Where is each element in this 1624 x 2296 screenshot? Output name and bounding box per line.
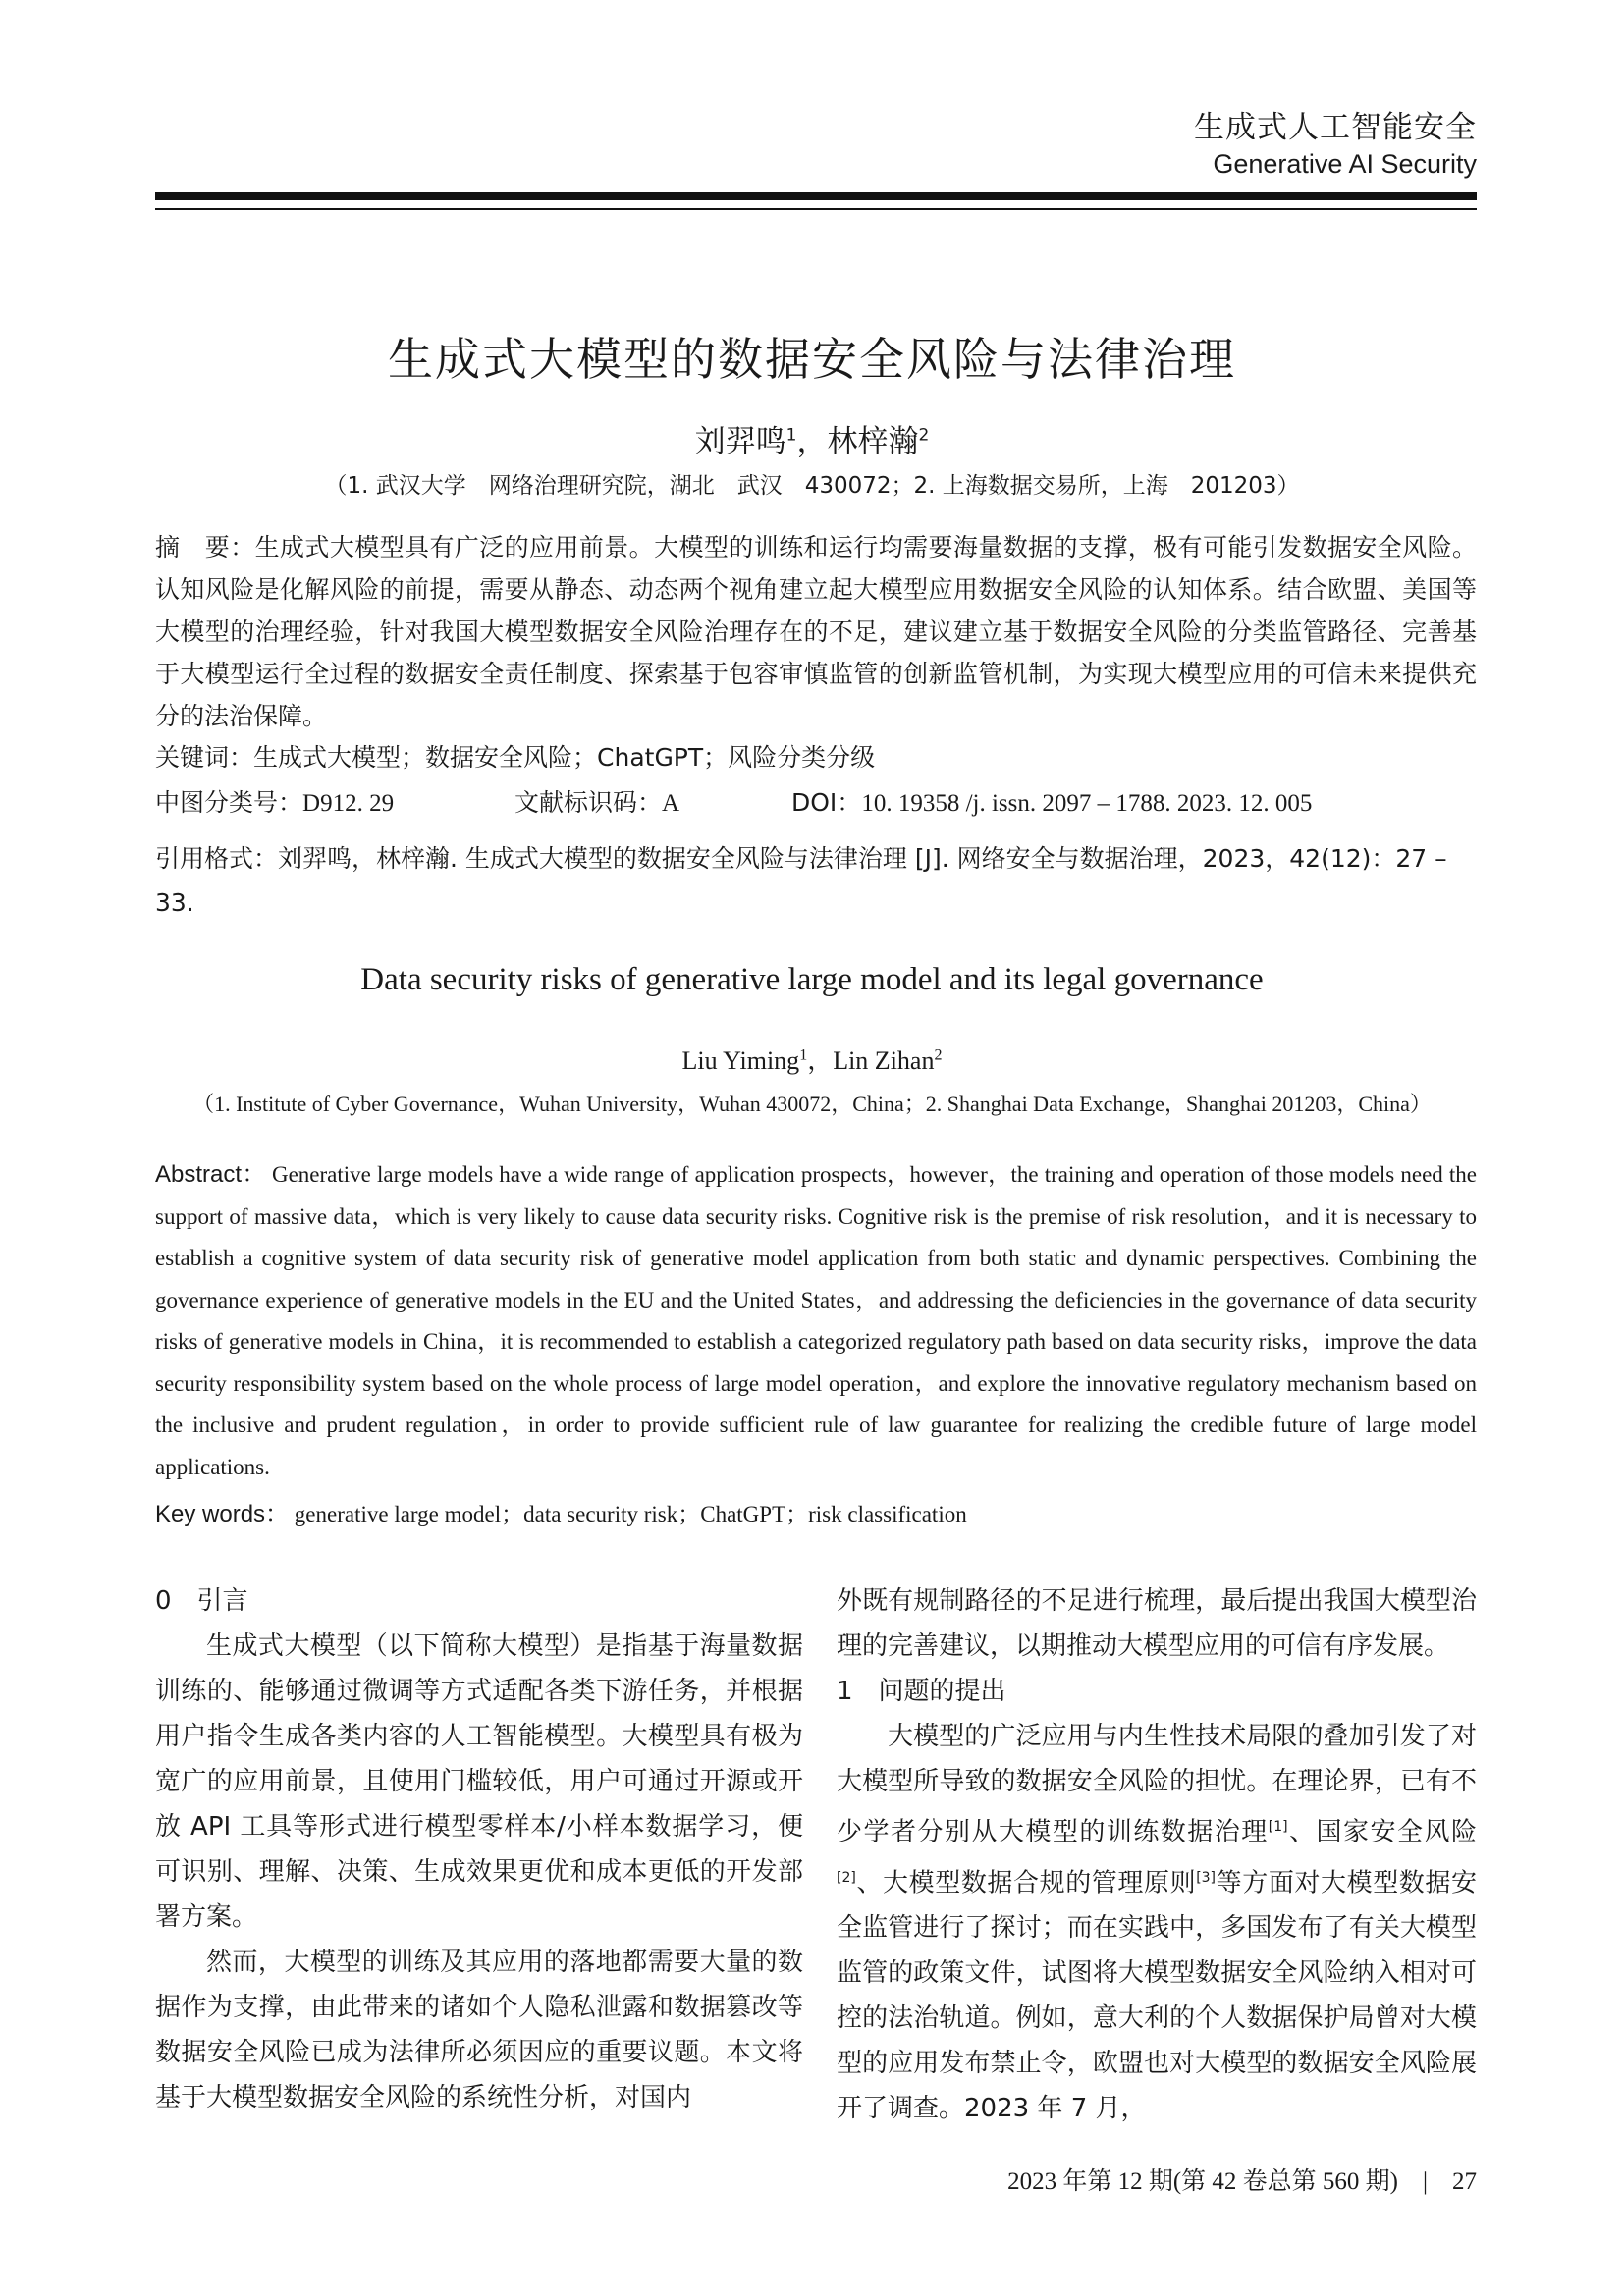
author-1: 刘羿鸣 — [694, 424, 786, 459]
running-header-en: Generative AI Security — [1213, 149, 1477, 179]
keywords-cn — [155, 738, 875, 774]
keywords-en — [155, 1494, 967, 1528]
citation-label: 引用格式： — [155, 844, 279, 873]
section-heading-problem: 1 问题的提出 — [837, 1677, 1006, 1706]
citation-text: 刘羿鸣，林梓瀚. 生成式大模型的数据安全风险与法律治理 [J]. 网络安全与数据治理，2023，42(12)：27 – 33. — [155, 844, 1447, 917]
reference-2[interactable]: [2] — [837, 1869, 856, 1886]
paper-title: 生成式大模型的数据安全风险与法律治理 — [388, 333, 1236, 386]
keywords-cn-text: 生成式大模型；数据安全风险；ChatGPT；风险分类分级 — [253, 743, 876, 772]
body-column-left — [155, 1578, 803, 2120]
abstract-cn-text: 生成式大模型具有广泛的应用前景。大模型的训练和运行均需要海量数据的支撑，极有可能引发数据安全风险。认知风险是化解风险的前提，需要从静态、动态两个视角建立起大模型应用数据安全风险的认知体系。结合欧盟、美国等大模型的治理经验，针对我国大模型数据安全风险治理存在的不足，建议建立基于数据安全风险的分类监管路径、完善基于大模型运行全过程的数据安全责任制度、探索基于包容审慎监管的创新监管机制，为实现大模型应用的可信未来提供充分的法治保障。 — [155, 533, 1477, 730]
body-column-right — [837, 1578, 1477, 2131]
keywords-cn-label: 关键词： — [155, 743, 254, 772]
paragraph-3-text-c: 、大模型数据合规的管理原则 — [855, 1868, 1197, 1898]
author-1-en: Liu Yiming — [681, 1046, 800, 1075]
author-1-affil: 1 — [785, 425, 797, 446]
keywords-en-text: generative large model；data security risk；ChatGPT；risk classification — [294, 1502, 967, 1526]
author-2-en-affil: 2 — [934, 1046, 943, 1064]
abstract-cn-label: 摘 要： — [155, 533, 255, 561]
paragraph-3-text-b: 、国家安全风险 — [1287, 1817, 1477, 1847]
author-separator-en: ， — [807, 1046, 834, 1075]
author-2-en: Lin Zihan — [833, 1046, 935, 1075]
author-2-affil: 2 — [918, 425, 930, 446]
clc-label: 中图分类号： — [155, 788, 303, 817]
paragraph-3-text-a: 大模型的广泛应用与内生性技术局限的叠加引发了对大模型所导致的数据安全风险的担忧。在理论界，已有不少学者分别从大模型的训练数据治理 — [837, 1722, 1477, 1847]
body-paragraph-3 — [837, 1714, 1477, 2131]
clc-code — [155, 783, 394, 819]
author-list-en — [0, 1041, 1624, 1077]
author-separator: ， — [796, 424, 828, 459]
abstract-en-text: Generative large models have a wide range of application prospects，however，the training and operation of those models need the support of massive data，which is very likely to cause data security risks. Cognitive risk is the premise of risk resolution，and it is necessary to establish a cognitive system of data security risk of generative model application from both static and dynamic perspectives. Combining the governance experience of generative models in the EU and the United States，and addressing the deficiencies in the governance of data security risks of generative models in China，it is recommended to establish a categorized regulatory path based on data security risks，improve the data security responsibility system based on the whole process of large model operation，and explore the innovative regulatory mechanism based on the inclusive and prudent regulation，in order to provide sufficient rule of law guarantee for realizing the credible future of large model applications. — [155, 1162, 1478, 1479]
paper-title-en: Data security risks of generative large model and its legal governance — [360, 962, 1264, 997]
author-1-en-affil: 1 — [799, 1046, 808, 1064]
body-paragraph-2-continued: 外既有规制路径的不足进行梳理，最后提出我国大模型治理的完善建议，以期推动大模型应用的可信有序发展。 — [837, 1586, 1477, 1661]
body-paragraph-2: 然而，大模型的训练及其应用的落地都需要大量的数据作为支撑，由此带来的诸如个人隐私泄露和数据篡改等数据安全风险已成为法律所必须因应的重要议题。本文将基于大模型数据安全风险的系统性分析，对国内 — [155, 1948, 803, 2112]
section-heading-intro: 0 引言 — [155, 1586, 248, 1616]
affiliation: （1. 武汉大学 网络治理研究院，湖北 武汉 430072；2. 上海数据交易所，上海 201203） — [324, 473, 1300, 499]
affiliation-en: （1. Institute of Cyber Governance，Wuhan University，Wuhan 430072，China；2. Shanghai Data Exchange，Shanghai 201203，China） — [192, 1092, 1432, 1116]
abstract-en — [155, 1154, 1477, 1488]
doi-label: DOI： — [791, 788, 862, 817]
doc-label: 文献标识码： — [514, 788, 663, 817]
doi-value: 10. 19358 /j. issn. 2097 – 1788. 2023. 12. 005 — [861, 790, 1313, 817]
body-paragraph-1: 生成式大模型（以下简称大模型）是指基于海量数据训练的、能够通过微调等方式适配各类下游任务，并根据用户指令生成各类内容的人工智能模型。大模型具有极为宽广的应用前景，且使用门槛较低，用户可通过开源或开放 API 工具等形式进行模型零样本/小样本数据学习，便可识别、理解、决策、生成效果更优和成本更低的开发部署方案。 — [155, 1631, 803, 1932]
author-2: 林梓瀚 — [827, 424, 919, 459]
reference-1[interactable]: [1] — [1268, 1819, 1288, 1835]
author-list — [0, 416, 1624, 460]
header-rule-thick — [155, 192, 1477, 200]
page-footer: 2023 年第 12 期(第 42 卷总第 560 期) | 27 — [1007, 2168, 1477, 2195]
doi — [791, 783, 1312, 819]
keywords-en-label: Key words： — [155, 1501, 290, 1527]
reference-3[interactable]: [3] — [1196, 1869, 1217, 1886]
header-rule-thin — [155, 208, 1477, 210]
abstract-en-label: Abstract： — [155, 1161, 266, 1188]
citation-format — [155, 836, 1477, 925]
doc-value: A — [662, 790, 680, 817]
running-header-cn: 生成式人工智能安全 — [1194, 110, 1477, 145]
paragraph-3-text-d: 等方面对大模型数据安全监管进行了探讨；而在实践中，多国发布了有关大模型监管的政策文件，试图将大模型数据安全风险纳入相对可控的法治轨道。例如，意大利的个人数据保护局曾对大模型的应用发布禁止令，欧盟也对大模型的数据安全风险展开了调查。2023 年 7 月， — [837, 1868, 1477, 2124]
abstract-cn — [155, 526, 1477, 737]
document-code — [514, 783, 679, 819]
clc-value: D912. 29 — [302, 790, 395, 817]
